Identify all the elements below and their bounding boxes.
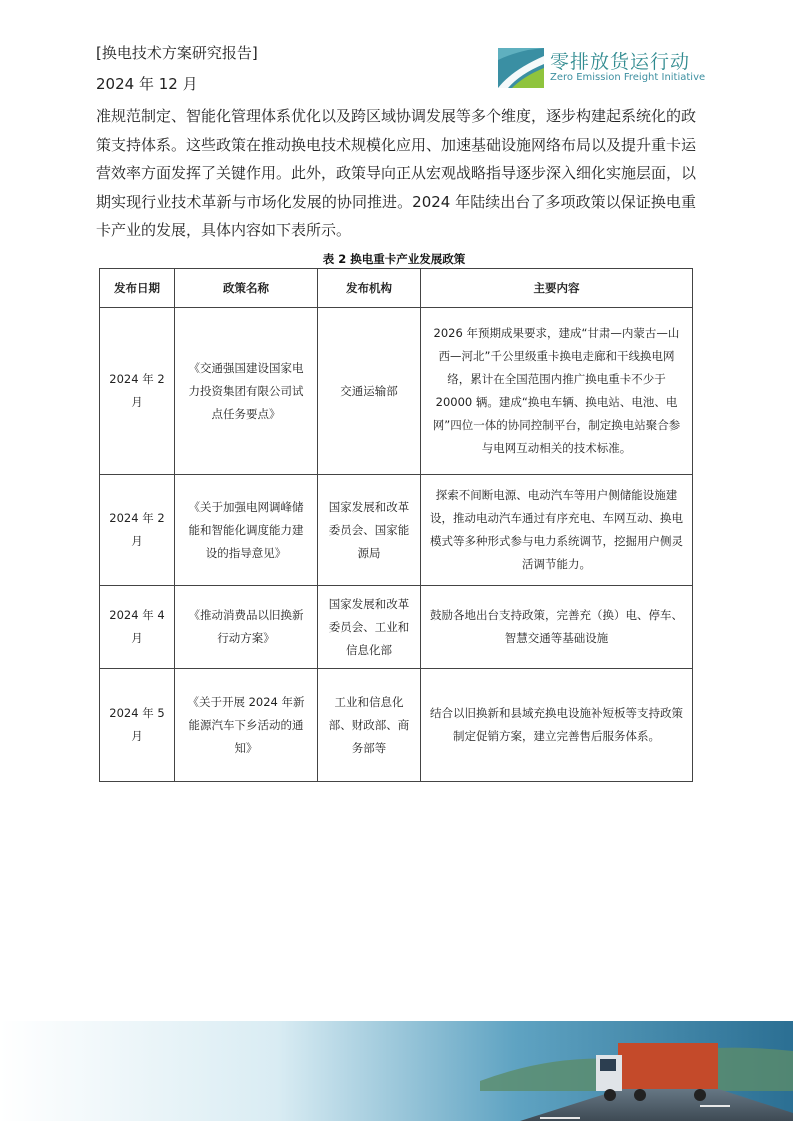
cell-content: 2026 年预期成果要求，建成“甘肃—内蒙古—山西—河北”千公里级重卡换电走廊和干线换电网络，累计在全国范围内推广换电重卡不少于 20000 辆。建成“换电车辆、换电站、电池、电网”四位一体的协同控制平台，制定换电站聚合参与电网互动相关的技术标准。 bbox=[421, 308, 693, 475]
table-caption: 表 2 换电重卡产业发展政策 bbox=[322, 252, 466, 266]
cell-content: 鼓励各地出台支持政策，完善充（换）电、停车、智慧交通等基础设施 bbox=[421, 586, 693, 669]
body-paragraph: 准规范制定、智能化管理体系优化以及跨区域协调发展等多个维度，逐步构建起系统化的政策支持体系。这些政策在推动换电技术规模化应用、加速基础设施网络布局以及提升重卡运营效率方面发挥了关键作用。此外，政策导向正从宏观战略指导逐步深入细化实施层面，以期实现行业技术革新与市场化发展的协同推进。2024 年陆续出台了多项政策以保证换电重卡产业的发展，具体内容如下表所示。 bbox=[96, 107, 697, 239]
table-row bbox=[100, 475, 693, 586]
cell-agency: 工业和信息化部、财政部、商务部等 bbox=[318, 669, 421, 782]
header-date: 发布日期 bbox=[100, 269, 175, 308]
cell-agency: 交通运输部 bbox=[318, 308, 421, 475]
header-policy-name: 政策名称 bbox=[175, 269, 318, 308]
cell-agency: 国家发展和改革委员会、工业和信息化部 bbox=[318, 586, 421, 669]
report-title: [换电技术方案研究报告] bbox=[96, 44, 258, 62]
cell-policy-name: 《关于开展 2024 年新能源汽车下乡活动的通知》 bbox=[175, 669, 318, 782]
table-row bbox=[100, 586, 693, 669]
cell-policy-name: 《交通强国建设国家电力投资集团有限公司试点任务要点》 bbox=[175, 308, 318, 475]
logo-chinese-text: 零排放货运行动 bbox=[550, 51, 691, 73]
truck-highway-banner bbox=[0, 1021, 793, 1121]
logo-road-icon bbox=[498, 48, 544, 88]
cell-date: 2024 年 2 月 bbox=[100, 308, 175, 475]
table-row bbox=[100, 308, 693, 475]
header-content: 主要内容 bbox=[421, 269, 693, 308]
header-agency: 发布机构 bbox=[318, 269, 421, 308]
cell-agency: 国家发展和改革委员会、国家能源局 bbox=[318, 475, 421, 586]
cell-policy-name: 《关于加强电网调峰储能和智能化调度能力建设的指导意见》 bbox=[175, 475, 318, 586]
cell-date: 2024 年 4 月 bbox=[100, 586, 175, 669]
policy-table bbox=[99, 268, 693, 782]
table-header-row bbox=[100, 269, 693, 308]
footer-banner-image bbox=[0, 1021, 793, 1121]
zero-emission-freight-logo bbox=[498, 48, 706, 90]
cell-content: 结合以旧换新和县域充换电设施补短板等支持政策制定促销方案，建立完善售后服务体系。 bbox=[421, 669, 693, 782]
cell-policy-name: 《推动消费品以旧换新行动方案》 bbox=[175, 586, 318, 669]
cell-date: 2024 年 2 月 bbox=[100, 475, 175, 586]
cell-date: 2024 年 5 月 bbox=[100, 669, 175, 782]
cell-content: 探索不间断电源、电动汽车等用户侧储能设施建设，推动电动汽车通过有序充电、车网互动、换电模式等多种形式参与电力系统调节，挖掘用户侧灵活调节能力。 bbox=[421, 475, 693, 586]
table-row bbox=[100, 669, 693, 782]
logo-english-text: Zero Emission Freight Initiative bbox=[550, 72, 706, 83]
report-date: 2024 年 12 月 bbox=[96, 75, 198, 93]
